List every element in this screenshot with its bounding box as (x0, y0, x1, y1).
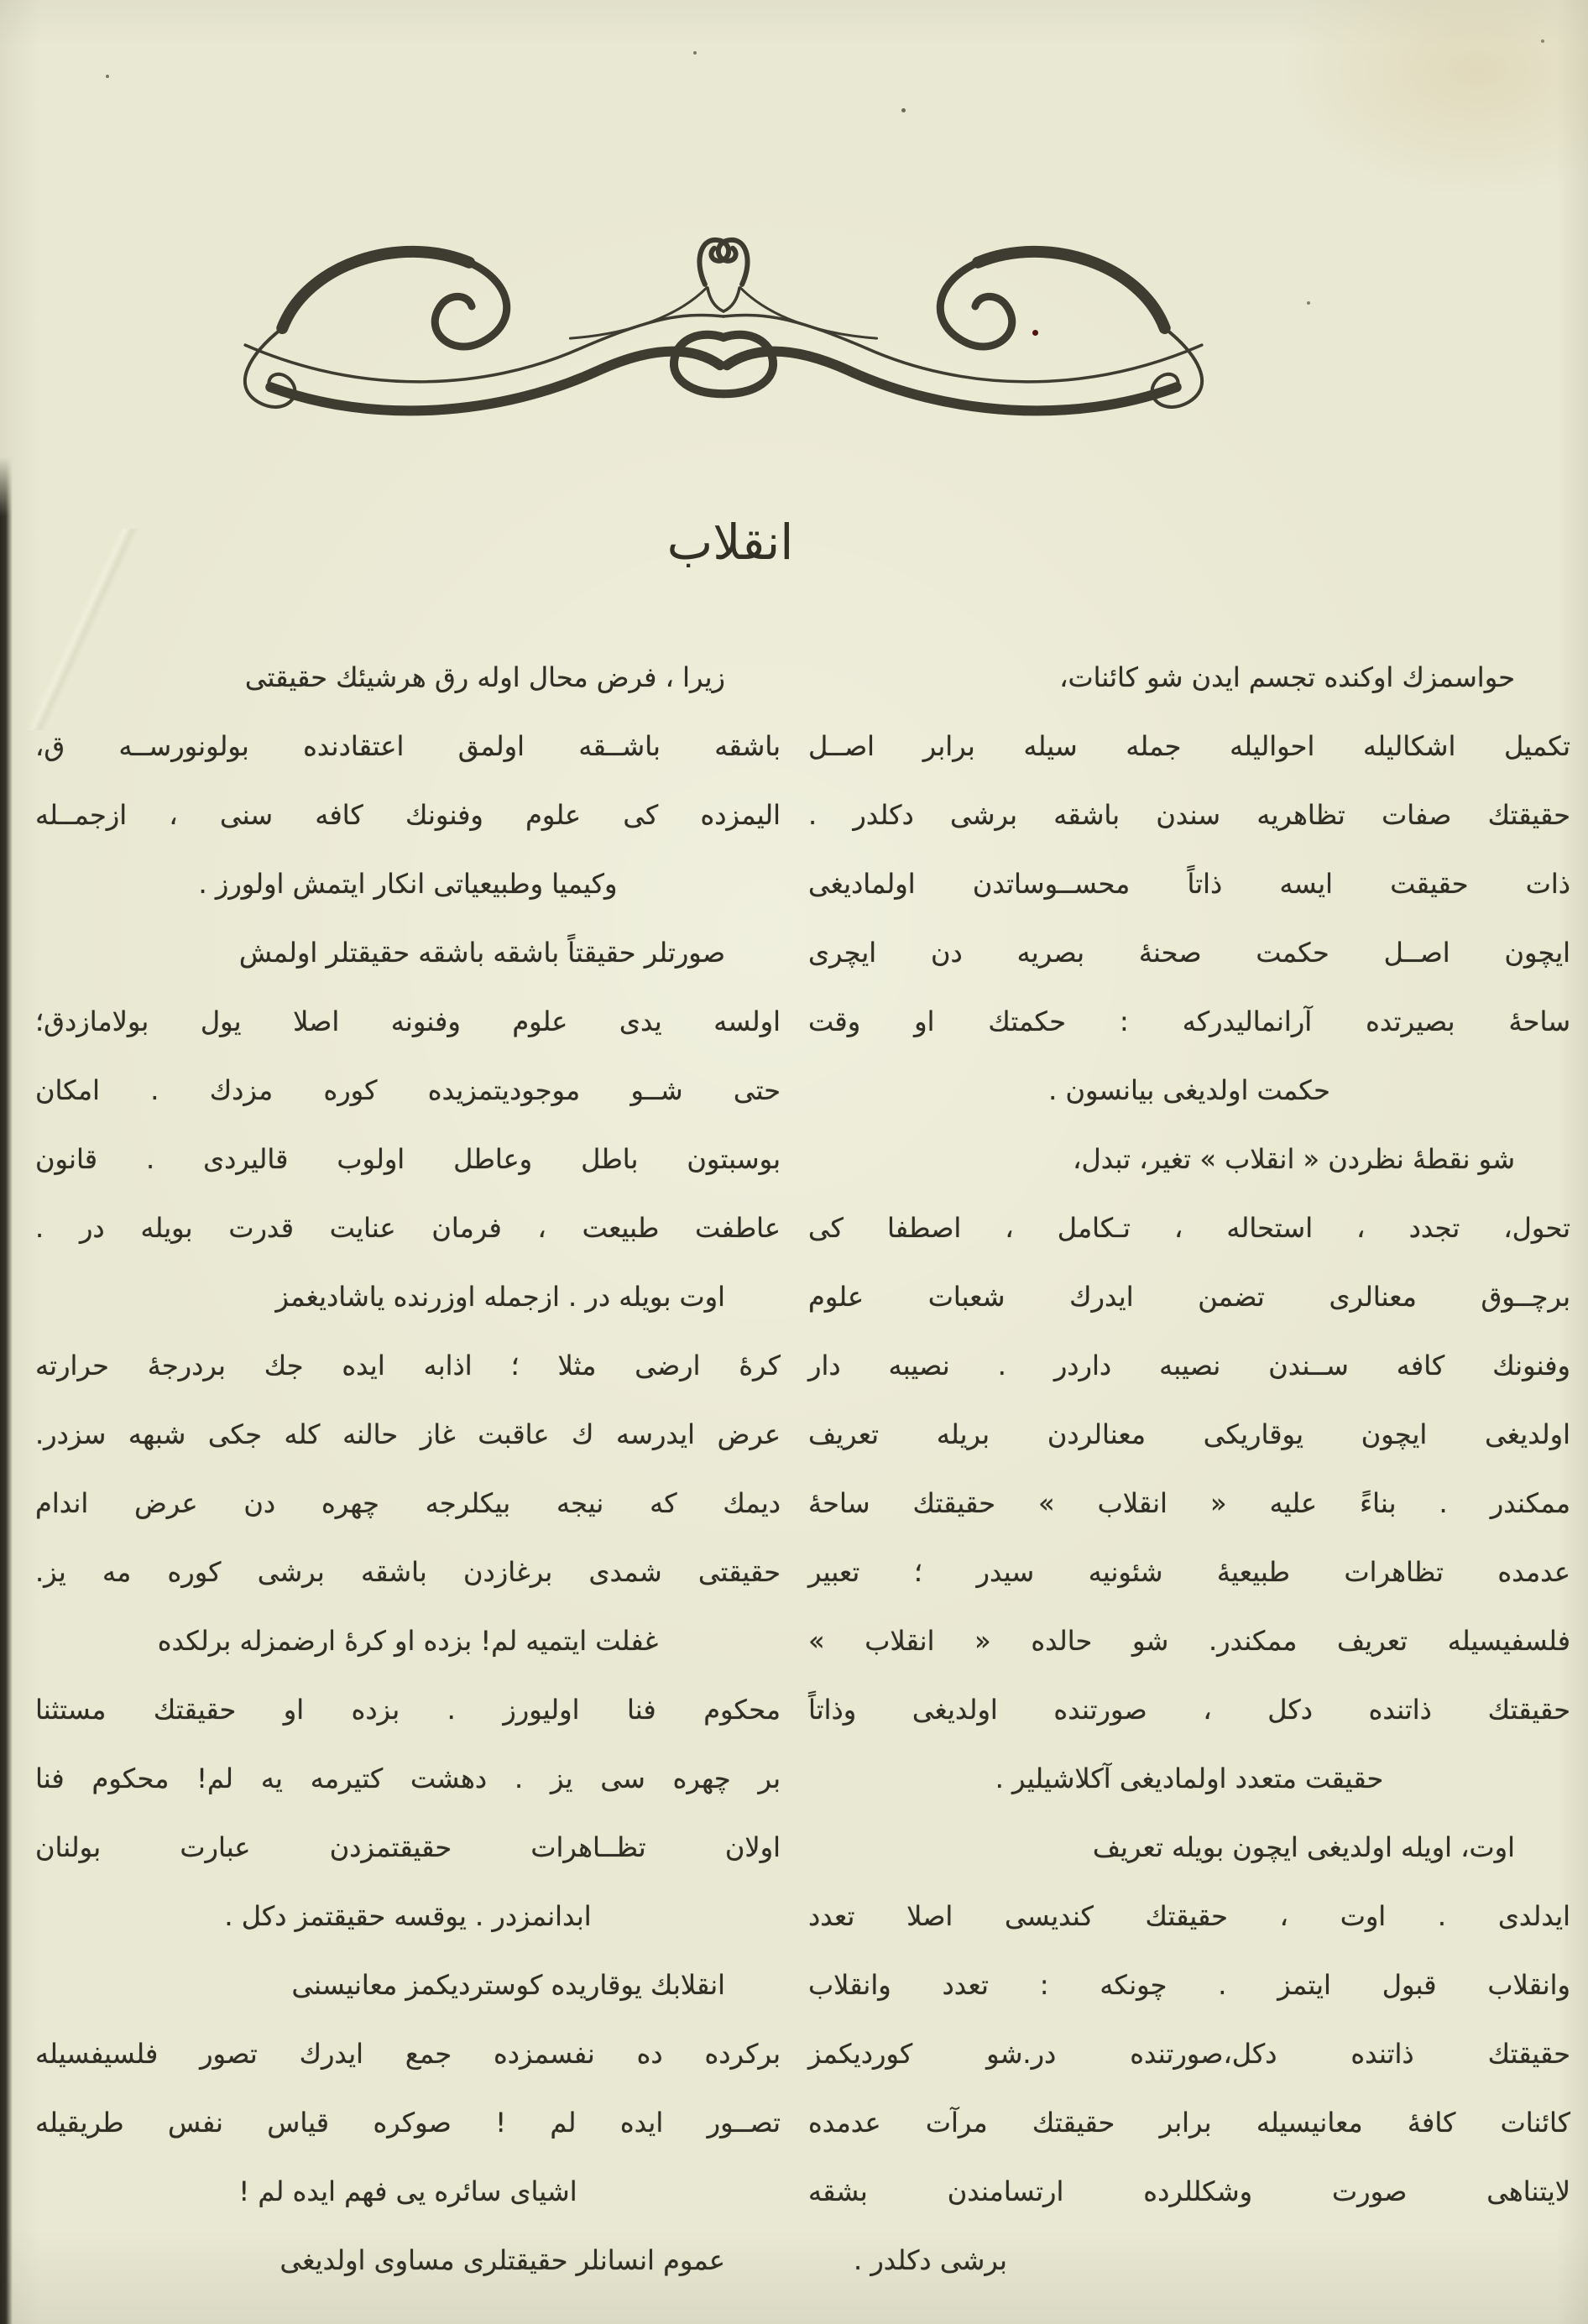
text-line: حقيقتك ذاتنده دكل ، صورتنده اولديغى وذاتاً (808, 1694, 1570, 1726)
text-line: تحول، تجدد ، استحاله ، تـكامل ، اصطفا كى (808, 1212, 1570, 1244)
text-line: تصــور ايده لم ! صوكره قياس نفس طريقيله (35, 2107, 781, 2139)
text-line: اشياى سائره يى فهم ايده لم ! (238, 2175, 577, 2207)
text-line: عموم انسانلر حقيقتلرى مساوى اولديغى (279, 2244, 725, 2276)
text-line: اليمزده كى علوم وفنونك كافه سنى ، ازجمــله (35, 799, 781, 831)
text-line: عرض ايدرسه ك عاقبت غاز حالنه كله جكى شبهه سزدر. (35, 1418, 781, 1450)
text-line: حتى شــو موجوديتمزيده كوره مزدك . امكان (35, 1074, 781, 1106)
text-line: وكيميا وطبيعياتى انكار ايتمش اولورز . (198, 868, 618, 900)
text-line: اولسه يدى علوم وفنونه اصلا يول بولامازدق؛ (35, 1005, 781, 1037)
text-line: ممكندر . بناءً عليه « انقلاب » حقيقتك ساحهٔ (808, 1487, 1570, 1519)
page-title: انقلاب (666, 514, 794, 571)
text-line: حقيقتى شمدى برغازدن باشقه برشى كوره مه يز. (35, 1556, 781, 1588)
text-line: حقيقت متعدد اولماديغى آكلاشيلير . (995, 1763, 1384, 1794)
paper-speck (1541, 39, 1544, 43)
text-line: تكميل اشكاليله احواليله جمله سيله برابر اصــل (808, 730, 1570, 762)
text-line: غفلت ايتميه لم! بزده او كرهٔ ارضمزله برلكده (157, 1625, 659, 1657)
text-line: اولديغى ايچون يوقاريكى معنالردن بريله تعريف (808, 1418, 1570, 1450)
paper-speck (1307, 301, 1310, 305)
text-line: بر چهره سى يز . دهشت كتيرمه يه لم! محكوم فنا (35, 1763, 781, 1794)
scan-gutter-shadow (0, 457, 13, 2324)
paper-speck (106, 75, 109, 78)
text-line: ديمك كه نيجه بيكلرجه چهره دن عرض اندام (35, 1487, 781, 1519)
text-column-left (35, 643, 781, 2295)
text-line: لايتناهى صورت وشكللرده ارتسامندن بشقه (808, 2175, 1570, 2207)
text-line: وانقلاب قبول ايتمز . چونكه : تعدد وانقلاب (808, 1969, 1570, 2001)
text-line: حقيقتك صفات تظاهريه سندن باشقه برشى دكلدر . (808, 799, 1570, 831)
text-line: برشى دكلدر . (854, 2244, 1007, 2276)
text-line: عاطفت طبيعت ، فرمان عنايت قدرت بويله در . (35, 1212, 781, 1244)
text-line: ابدانمزدر . يوقسه حقيقتمز دكل . (224, 1900, 592, 1932)
paper-speck (693, 51, 697, 55)
text-line: حقيقتك ذاتنده دكل،صورتنده در.شو كورديكمز (808, 2038, 1570, 2070)
text-line: ايدلدى . اوت ، حقيقتك كنديسى اصلا تعدد (808, 1900, 1570, 1932)
text-line: بوسبتون باطل وعاطل اولوب قاليردى . قانون (35, 1143, 781, 1175)
text-line: اوت بويله در . ازجمله اوزرنده ياشاديغمز (275, 1281, 725, 1313)
text-line: ذات حقيقت ايسه ذاتاً محســوساتدن اولماديغى (808, 868, 1570, 900)
calligraphic-flourish-ornament (201, 220, 1246, 423)
text-line: عدمده تظاهرات طبيعيهٔ شئونيه سيدر ؛ تعبير (808, 1556, 1570, 1588)
text-line: برچــوق معنالرى تضمن ايدرك شعبات علوم (808, 1281, 1570, 1313)
text-line: حواسمزك اوكنده تجسم ايدن شو كائنات، (1059, 661, 1515, 693)
text-line: شو نقطهٔ نظردن « انقلاب » تغير، تبدل، (1073, 1143, 1515, 1175)
text-line: كرهٔ ارضى مثلا ؛ اذابه ايده جك بردرجهٔ حرارته (35, 1350, 781, 1381)
text-line: محكوم فنا اوليورز . بزده او حقيقتك مستثنا (35, 1694, 781, 1726)
text-line: فلسفيسيله تعريف ممكندر. شو حالده « انقلاب » (808, 1625, 1570, 1657)
text-column-right (808, 643, 1570, 2295)
text-line: باشقه باشــقه اولمق اعتقادنده بولونورســه ق، (35, 730, 781, 762)
text-line: وفنونك كافه ســندن نصيبه داردر . نصيبه دار (808, 1350, 1570, 1381)
text-line: ساحهٔ بصيرتده آرانماليدركه : حكمتك او وقت (808, 1005, 1570, 1037)
text-line: اولان تظــاهرات حقيقتمزدن عبارت بولنان (35, 1831, 781, 1863)
text-line: بركرده ده نفسمزده جمع ايدرك تصور فلسيفسيله (35, 2038, 781, 2070)
text-line: كائنات كافهٔ معانيسيله برابر حقيقتك مرآت عدمده (808, 2107, 1570, 2139)
text-line: انقلابك يوقاريده كوسترديكمز معانيسنى (291, 1969, 725, 2001)
text-line: ايچون اصــل حكمت صحنهٔ بصريه دن ايچرى (808, 937, 1570, 969)
text-line: حكمت اولديغى بيانسون . (1048, 1074, 1330, 1106)
paper-speck (901, 108, 906, 112)
text-line: زيرا ، فرض محال اوله رق هرشيئك حقيقتى (244, 661, 725, 693)
text-line: اوت، اويله اولديغى ايچون بويله تعريف (1092, 1831, 1515, 1863)
text-line: صورتلر حقيقتاً باشقه باشقه حقيقتلر اولمش (238, 937, 725, 969)
